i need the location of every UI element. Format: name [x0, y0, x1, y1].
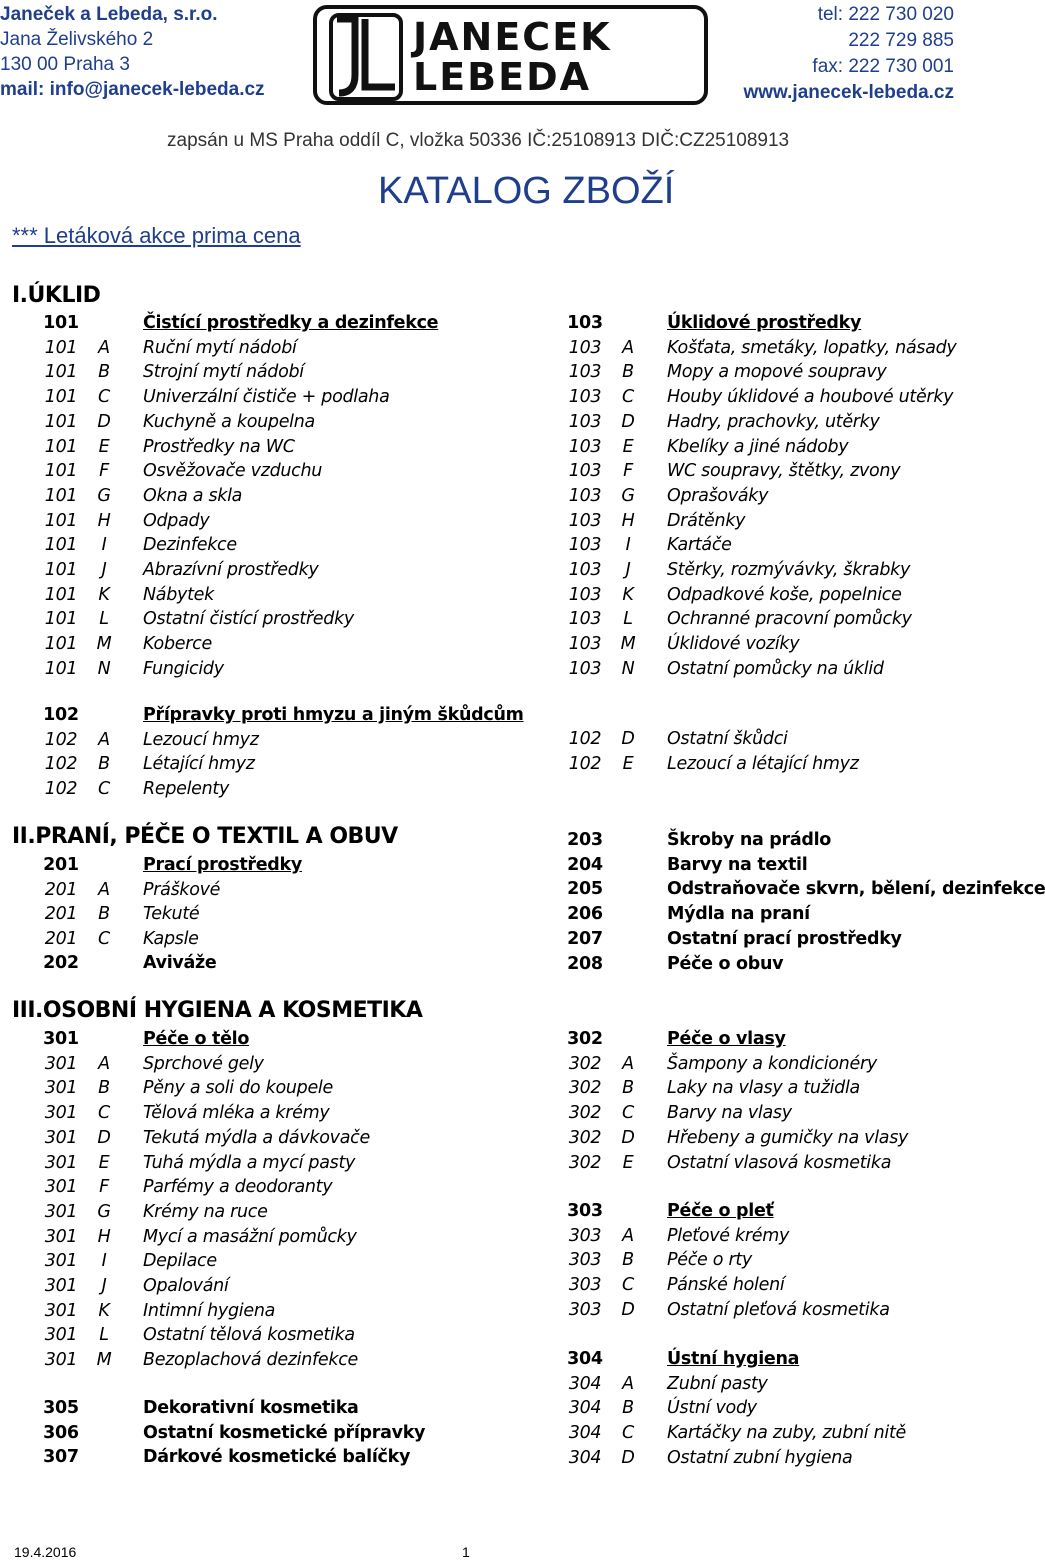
subcategory-letter: F [623, 461, 633, 482]
company-name: Janeček a Lebeda, s.r.o. [0, 4, 218, 25]
subcategory-letter: B [622, 1078, 634, 1099]
subcategory-name: Péče o rty [667, 1250, 752, 1271]
phone-1: tel: 222 730 020 [817, 4, 954, 25]
subcategory-name: Sprchové gely [143, 1053, 264, 1074]
subcategory-letter: A [622, 1053, 634, 1074]
category-code: 102 [44, 754, 78, 775]
logo-line-1: JANECEK [413, 15, 612, 59]
subcategory-letter: N [621, 658, 635, 679]
subcategory-name: Dezinfekce [143, 535, 237, 556]
category-code: 103 [568, 609, 602, 630]
subcategory-letter: A [98, 337, 110, 358]
category-code: 307 [43, 1447, 79, 1468]
registration-info: zapsán u MS Praha oddíl C, vložka 50336 IČ:25108913 DIČ:CZ25108913 [167, 130, 790, 151]
category-code: 301 [44, 1177, 78, 1198]
subcategory-name: Kbelíky a jiné nádoby [667, 436, 849, 457]
category-code: 302 [567, 1029, 603, 1049]
subcategory-letter: N [97, 658, 111, 679]
subcategory-name: Prostředky na WC [143, 436, 295, 457]
subcategory-letter: K [98, 1300, 110, 1321]
subcategory-name: Ruční mytí nádobí [143, 337, 297, 358]
category-code: 101 [44, 362, 78, 383]
subcategory-letter: K [98, 584, 110, 605]
subcategory-letter: F [99, 1177, 109, 1198]
category-code: 301 [44, 1251, 78, 1272]
category-code: 201 [44, 879, 78, 900]
subcategory-name: Stěrky, rozmývávky, škrabky [667, 560, 911, 580]
category-code: 302 [568, 1103, 602, 1124]
category-code: 101 [44, 535, 78, 556]
subcategory-letter: J [101, 560, 107, 580]
category-code: 102 [44, 779, 78, 800]
subcategory-name: Tekuté [143, 904, 200, 925]
subcategory-name: Opalování [143, 1276, 229, 1296]
subcategory-name: Hadry, prachovky, utěrky [667, 411, 880, 432]
subcategory-name: Drátěnky [667, 510, 746, 531]
subcategory-letter: J [101, 1276, 107, 1296]
subcategory-letter: C [622, 1423, 634, 1444]
subcategory-name: Abrazívní prostředky [143, 560, 319, 580]
category-code: 301 [44, 1127, 78, 1148]
subcategory-letter: C [98, 929, 110, 950]
subcategory-name: Kartáčky na zuby, zubní nitě [667, 1423, 907, 1444]
subcategory-name: Ostatní zubní hygiena [667, 1447, 853, 1468]
subcategory-letter: J [625, 560, 631, 580]
category-code: 101 [44, 609, 78, 630]
category-code: 204 [567, 854, 603, 875]
subcategory-letter: H [621, 510, 635, 531]
subcategory-letter: C [622, 387, 634, 408]
subcategory-name: Oprašováky [667, 485, 769, 506]
category-code: 303 [568, 1299, 602, 1320]
subcategory-name: Zubní pasty [667, 1373, 768, 1394]
category-code: 201 [43, 855, 79, 875]
category-code: 101 [44, 485, 78, 506]
category-name: Barvy na textil [667, 854, 808, 875]
category-code: 101 [44, 387, 78, 408]
subcategory-letter: H [97, 1226, 111, 1247]
subcategory-name: Repelenty [143, 779, 230, 800]
subcategory-name: Práškové [143, 879, 221, 900]
subcategory-letter: G [97, 485, 111, 506]
subcategory-name: Ostatní pleťová kosmetika [667, 1299, 890, 1320]
category-name: Ostatní kosmetické přípravky [143, 1422, 426, 1443]
category-code: 103 [568, 535, 602, 556]
category-name: Čistící prostředky a dezinfekce [143, 313, 439, 333]
subcategory-letter: B [622, 362, 634, 383]
subcategory-letter: H [97, 510, 111, 531]
subcategory-name: Krémy na ruce [143, 1201, 268, 1222]
category-code: 103 [568, 560, 602, 580]
website-link[interactable]: www.janecek-lebeda.cz [743, 82, 954, 103]
subcategory-name: Koberce [143, 634, 212, 655]
page-title: KATALOG ZBOŽÍ [378, 170, 675, 212]
subcategory-name: Bezoplachová dezinfekce [143, 1350, 358, 1371]
subcategory-letter: D [621, 1127, 635, 1148]
subcategory-name: Nábytek [143, 584, 214, 605]
subcategory-name: Intimní hygiena [143, 1300, 276, 1321]
category-code: 206 [567, 904, 603, 925]
category-code: 301 [43, 1029, 79, 1049]
subcategory-letter: L [99, 609, 109, 630]
subcategory-letter: M [96, 1350, 112, 1371]
category-code: 101 [44, 584, 78, 605]
promo-link[interactable]: *** Letáková akce prima cena [12, 223, 301, 248]
category-code: 202 [43, 953, 79, 973]
section-title-1: I.ÚKLID [12, 283, 101, 308]
subcategory-letter: B [98, 904, 110, 925]
subcategory-letter: L [99, 1325, 109, 1346]
company-contacts [744, 2, 955, 106]
category-code: 301 [44, 1325, 78, 1346]
subcategory-name: Ostatní čistící prostředky [143, 609, 354, 630]
phone-2: 222 729 885 [848, 30, 954, 51]
category-code: 302 [568, 1127, 602, 1148]
category-code: 301 [44, 1276, 78, 1296]
category-code: 101 [44, 461, 78, 482]
subcategory-name: Univerzální čističe + podlaha [143, 387, 390, 408]
company-city: 130 00 Praha 3 [0, 54, 130, 75]
subcategory-letter: D [621, 729, 635, 749]
category-code: 304 [568, 1398, 602, 1419]
company-street: Jana Želivského 2 [0, 29, 154, 50]
subcategory-name: Ostatní vlasová kosmetika [667, 1152, 892, 1173]
category-name: Přípravky proti hmyzu a jiným škůdcům [143, 705, 524, 725]
subcategory-letter: L [623, 609, 633, 630]
category-code: 205 [567, 879, 603, 900]
subcategory-name: Odpady [143, 510, 210, 531]
category-name: Mýdla na praní [667, 904, 810, 925]
category-name: Ústní hygiena [667, 1349, 800, 1369]
subcategory-name: Kartáče [667, 535, 732, 556]
subcategory-name: Lezoucí hmyz [143, 729, 259, 750]
subcategory-name: Okna a skla [143, 485, 243, 506]
company-logo [313, 5, 708, 105]
category-code: 101 [44, 510, 78, 531]
subcategory-name: Ostatní tělová kosmetika [143, 1325, 355, 1346]
subcategory-letter: D [621, 411, 635, 432]
category-code: 103 [568, 461, 602, 482]
category-code: 101 [44, 411, 78, 432]
subcategory-letter: E [98, 1152, 110, 1173]
subcategory-name: Létající hmyz [143, 754, 255, 775]
category-name: Péče o pleť [667, 1201, 774, 1221]
category-code: 103 [568, 510, 602, 531]
subcategory-name: Ostatní škůdci [667, 729, 788, 749]
category-code: 306 [43, 1422, 79, 1443]
subcategory-letter: D [97, 411, 111, 432]
subcategory-letter: E [622, 436, 634, 457]
category-code: 101 [44, 634, 78, 655]
subcategory-name: Ústní vody [667, 1398, 757, 1419]
category-code: 201 [44, 929, 78, 950]
category-code: 305 [43, 1398, 79, 1418]
footer-page-number: 1 [462, 1544, 470, 1560]
subcategory-letter: B [622, 1250, 634, 1271]
subcategory-letter: B [98, 754, 110, 775]
subcategory-letter: I [101, 535, 107, 556]
category-code: 102 [568, 729, 602, 749]
category-name: Odstraňovače skvrn, bělení, dezinfekce [667, 879, 1045, 900]
subcategory-letter: G [621, 485, 635, 506]
footer-date: 19.4.2016 [14, 1544, 77, 1560]
subcategory-name: Mycí a masážní pomůcky [143, 1226, 357, 1247]
subcategory-name: Tělová mléka a krémy [143, 1103, 330, 1124]
category-code: 303 [568, 1275, 602, 1296]
category-name: Péče o obuv [667, 953, 784, 974]
category-code: 201 [44, 904, 78, 925]
subcategory-letter: I [101, 1251, 107, 1272]
subcategory-name: Košťata, smetáky, lopatky, násady [667, 337, 957, 358]
subcategory-letter: A [98, 1053, 110, 1074]
company-mail[interactable]: mail: info@janecek-lebeda.cz [0, 79, 265, 100]
category-code: 103 [568, 634, 602, 655]
category-code: 103 [568, 436, 602, 457]
subcategory-letter: C [622, 1275, 634, 1296]
category-code: 303 [567, 1201, 603, 1221]
company-address [0, 2, 265, 102]
category-code: 208 [567, 953, 603, 974]
subcategory-name: Strojní mytí nádobí [143, 362, 304, 383]
subcategory-letter: B [98, 1078, 110, 1099]
subcategory-name: Depilace [143, 1251, 217, 1272]
category-code: 302 [568, 1053, 602, 1074]
category-code: 304 [568, 1373, 602, 1394]
category-name: Péče o vlasy [667, 1029, 786, 1049]
subcategory-letter: D [97, 1127, 111, 1148]
subcategory-name: Ostatní pomůcky na úklid [667, 658, 884, 679]
category-code: 103 [568, 337, 602, 358]
fax: fax: 222 730 001 [812, 56, 954, 77]
subcategory-letter: K [622, 584, 634, 605]
subcategory-letter: B [622, 1398, 634, 1419]
subcategory-letter: C [98, 387, 110, 408]
subcategory-name: WC soupravy, štětky, zvony [667, 461, 901, 482]
logo-line-2: LEBEDA [413, 55, 592, 99]
category-code: 301 [44, 1053, 78, 1074]
category-name: Škroby na prádlo [667, 830, 831, 850]
subcategory-letter: B [98, 362, 110, 383]
category-code: 301 [44, 1201, 78, 1222]
category-code: 301 [44, 1300, 78, 1321]
category-code: 102 [568, 753, 602, 774]
subcategory-letter: C [622, 1103, 634, 1124]
subcategory-name: Tekutá mýdla a dávkovače [143, 1127, 370, 1148]
category-code: 101 [44, 436, 78, 457]
subcategory-letter: M [620, 634, 636, 655]
category-code: 101 [44, 337, 78, 358]
category-code: 301 [44, 1226, 78, 1247]
category-code: 101 [43, 313, 79, 333]
category-code: 304 [568, 1423, 602, 1444]
category-code: 207 [567, 928, 603, 949]
category-name: Úklidové prostředky [667, 313, 862, 333]
category-name: Aviváže [143, 953, 217, 973]
subcategory-name: Pěny a soli do koupele [143, 1078, 333, 1099]
category-code: 303 [568, 1225, 602, 1246]
subcategory-name: Hřebeny a gumičky na vlasy [667, 1127, 909, 1148]
subcategory-name: Parfémy a deodoranty [143, 1177, 333, 1198]
category-name: Prací prostředky [143, 855, 302, 875]
subcategory-letter: A [98, 729, 110, 750]
category-name: Dárkové kosmetické balíčky [143, 1447, 411, 1468]
category-code: 103 [568, 387, 602, 408]
category-name: Ostatní prací prostředky [667, 928, 902, 949]
category-code: 302 [568, 1152, 602, 1173]
logo-wordmark [413, 17, 612, 97]
category-code: 103 [568, 658, 602, 679]
category-code: 101 [44, 560, 78, 580]
subcategory-name: Houby úklidové a houbové utěrky [667, 387, 954, 408]
subcategory-name: Ochranné pracovní pomůcky [667, 609, 912, 630]
subcategory-name: Tuhá mýdla a mycí pasty [143, 1152, 356, 1173]
category-name: Péče o tělo [143, 1029, 250, 1049]
subcategory-name: Laky na vlasy a tužidla [667, 1078, 860, 1099]
subcategory-letter: C [98, 779, 110, 800]
subcategory-letter: A [98, 879, 110, 900]
subcategory-name: Pánské holení [667, 1275, 785, 1296]
subcategory-letter: A [622, 1373, 634, 1394]
category-code: 101 [44, 658, 78, 679]
category-code: 301 [44, 1152, 78, 1173]
subcategory-letter: C [98, 1103, 110, 1124]
logo-emblem-icon [331, 15, 401, 99]
category-code: 203 [567, 830, 603, 850]
section-title-2: II.PRANÍ, PÉČE O TEXTIL A OBUV [12, 824, 398, 849]
subcategory-letter: G [97, 1201, 111, 1222]
category-code: 301 [44, 1103, 78, 1124]
category-code: 303 [568, 1250, 602, 1271]
category-code: 304 [567, 1349, 603, 1369]
section-title-3: III.OSOBNÍ HYGIENA A KOSMETIKA [12, 998, 423, 1023]
category-code: 103 [567, 313, 603, 333]
subcategory-name: Lezoucí a létající hmyz [667, 753, 859, 774]
category-code: 304 [568, 1447, 602, 1468]
subcategory-name: Odpadkové koše, popelnice [667, 584, 902, 605]
subcategory-name: Fungicidy [143, 658, 224, 679]
subcategory-letter: D [621, 1447, 635, 1468]
subcategory-letter: E [622, 1152, 634, 1173]
category-code: 103 [568, 411, 602, 432]
subcategory-letter: A [622, 1225, 634, 1246]
subcategory-letter: I [625, 535, 631, 556]
category-code: 301 [44, 1350, 78, 1371]
subcategory-letter: A [622, 337, 634, 358]
subcategory-name: Mopy a mopové soupravy [667, 362, 887, 383]
subcategory-name: Pleťové krémy [667, 1225, 790, 1246]
subcategory-letter: M [96, 634, 112, 655]
category-code: 301 [44, 1078, 78, 1099]
category-name: Dekorativní kosmetika [143, 1398, 359, 1418]
category-code: 103 [568, 485, 602, 506]
subcategory-letter: E [622, 753, 634, 774]
category-code: 302 [568, 1078, 602, 1099]
category-code: 103 [568, 362, 602, 383]
subcategory-name: Kuchyně a koupelna [143, 411, 315, 432]
subcategory-letter: F [99, 461, 109, 482]
category-code: 103 [568, 584, 602, 605]
subcategory-name: Osvěžovače vzduchu [143, 461, 323, 482]
subcategory-name: Úklidové vozíky [667, 634, 800, 655]
subcategory-name: Šampony a kondicionéry [667, 1053, 877, 1074]
category-code: 102 [44, 729, 78, 750]
subcategory-name: Barvy na vlasy [667, 1103, 792, 1124]
subcategory-letter: D [621, 1299, 635, 1320]
category-code: 102 [43, 705, 79, 725]
subcategory-letter: E [98, 436, 110, 457]
subcategory-name: Kapsle [143, 929, 199, 950]
